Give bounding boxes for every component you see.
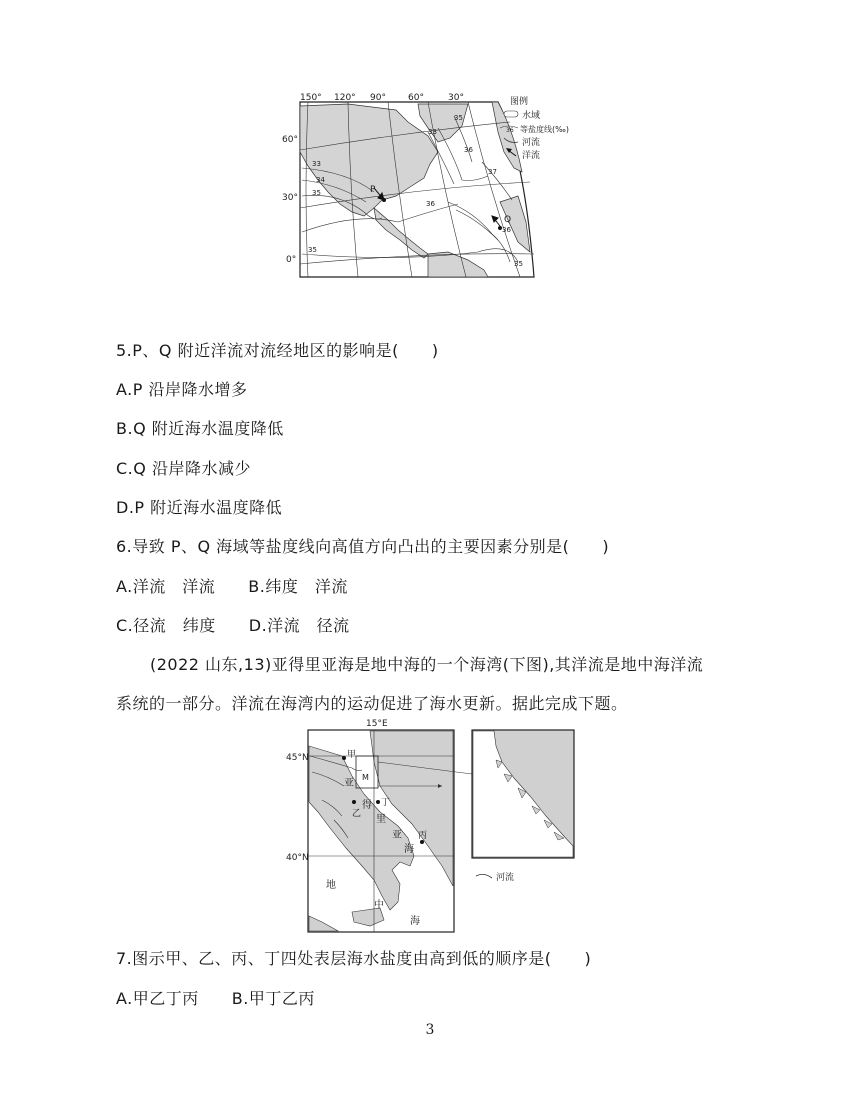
sea-char: 海 [404, 844, 414, 855]
legend-river-label: 河流 [496, 873, 515, 883]
legend-river: 河流 [522, 138, 541, 148]
isohaline-label: 35 [514, 260, 523, 268]
place-jia: 甲 [347, 750, 357, 760]
q6-options-row2[interactable]: C.径流 纬度 D.洋流 径流 [116, 616, 350, 635]
place-ding: 丁 [381, 798, 391, 808]
place-yi: 乙 [352, 809, 362, 819]
q5-option-b[interactable]: B.Q 附近海水温度降低 [116, 419, 284, 438]
med-char: 中 [374, 900, 384, 911]
isohaline-label: 37 [488, 168, 497, 176]
lon-label-120: 120° [334, 93, 356, 103]
lon-label-30: 30° [448, 93, 464, 103]
isohaline-label: 36 [464, 146, 473, 154]
legend-isohaline: 等盐度线(‰) [520, 125, 569, 134]
isohaline-label: 36 [502, 226, 511, 234]
lon-label-150: 150° [300, 93, 322, 103]
isohaline-label: 36 [426, 200, 435, 208]
point-q-label: Q [504, 215, 512, 225]
q5-stem: 5.P、Q 附近洋流对流经地区的影响是( ) [116, 341, 439, 360]
point-p-label: P [370, 185, 376, 195]
q6-stem: 6.导致 P、Q 海域等盐度线向高值方向凸出的主要因素分别是( ) [116, 537, 610, 556]
intro-line2: 系统的一部分。洋流在海湾内的运动促进了海水更新。据此完成下题。 [116, 694, 628, 713]
q7-options-row1[interactable]: A.甲乙丁丙 B.甲丁乙丙 [116, 989, 315, 1008]
q6-options-row1[interactable]: A.洋流 洋流 B.纬度 洋流 [116, 577, 348, 596]
isohaline-label: 33 [428, 128, 437, 136]
lat-label-30: 30° [282, 193, 298, 203]
atlantic-isohaline-map [278, 92, 588, 287]
legend-river-swatch [476, 874, 492, 878]
legend-title: 图例 [510, 97, 529, 107]
med-char: 海 [410, 916, 420, 927]
lon-label-60: 60° [408, 93, 424, 103]
page-number: 3 [425, 1022, 435, 1038]
isohaline-label: 33 [312, 160, 321, 168]
adriatic-sea-map [282, 716, 592, 938]
legend-water: 水域 [522, 111, 541, 121]
isohaline-label: 35 [454, 114, 463, 122]
lat-label-0: 0° [286, 255, 297, 265]
isohaline-label: 35 [308, 246, 317, 254]
legend-water-swatch [504, 111, 518, 117]
q5-option-a[interactable]: A.P 沿岸降水增多 [116, 380, 248, 399]
lon-label-15e: 15°E [366, 719, 388, 729]
sea-char: 亚 [344, 778, 354, 789]
place-bing: 丙 [418, 831, 428, 841]
isohaline-label: 35 [312, 189, 321, 197]
intro-line1: (2022 山东,13)亚得里亚海是地中海的一个海湾(下图),其洋流是地中海洋流 [150, 655, 704, 674]
sea-char: 得 [362, 800, 372, 811]
q7-stem: 7.图示甲、乙、丙、丁四处表层海水盐度由高到低的顺序是( ) [116, 949, 592, 968]
lat-label-40n: 40°N [286, 853, 309, 863]
q5-option-c[interactable]: C.Q 沿岸降水减少 [116, 459, 251, 478]
lon-label-90: 90° [370, 93, 386, 103]
sea-char: 里 [376, 814, 386, 825]
lat-label-45n: 45°N [286, 753, 309, 763]
lat-label-60: 60° [282, 135, 298, 145]
legend-isohaline-sample: 36 [506, 127, 514, 134]
med-char: 地 [326, 880, 336, 891]
legend-current: 洋流 [522, 151, 541, 161]
sea-char: 亚 [392, 830, 402, 841]
isohaline-label: 34 [316, 176, 325, 184]
inset-label-m: M [362, 773, 369, 782]
q5-option-d[interactable]: D.P 附近海水温度降低 [116, 498, 283, 517]
